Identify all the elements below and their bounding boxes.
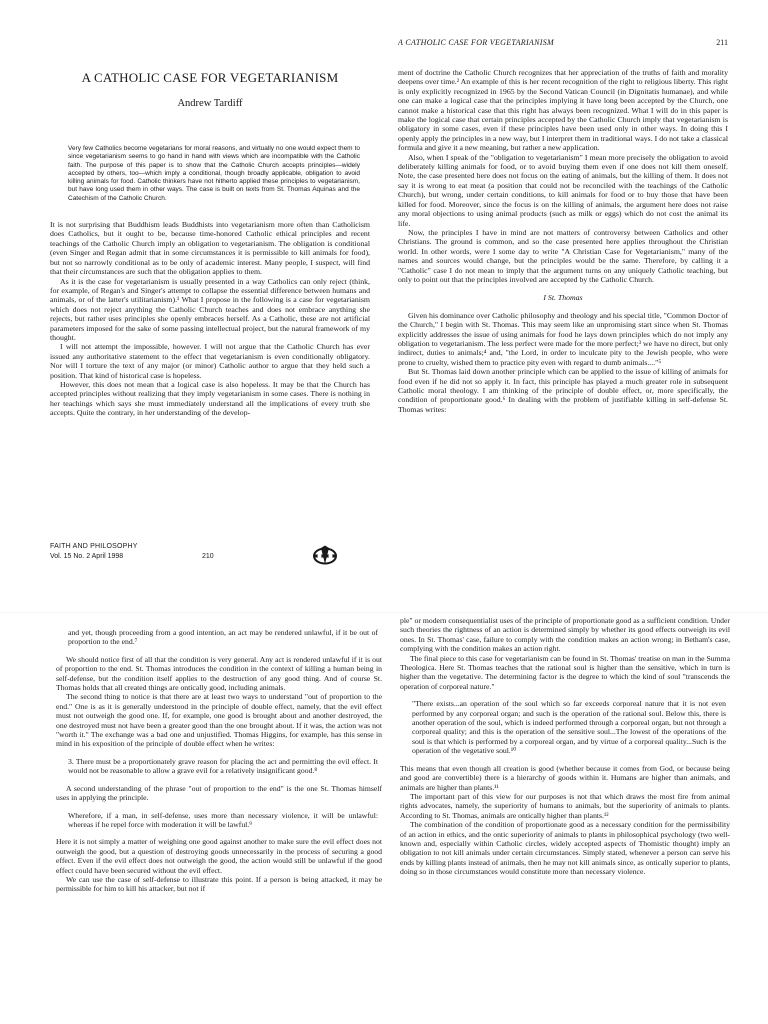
quote-text: and yet, though proceeding from a good intention, an act may be rendered unlawful, if it be out of proportion to the end.⁷ [68,628,378,647]
section-heading: I St. Thomas [543,293,583,303]
publisher-logo-icon [312,545,338,565]
paragraph: ment of doctrine the Catholic Church recognizes that her appreciation of the truths of faith and morality deepens over time.² An example of this is her recent recognition of the right to religious liberty. This right is only explicitly recognized in 1965 by the Second Vatican Council (in Dignitatis humanae), and while one can make a logical case that the principles implying it have long been accepted by the Church, one cannot make a historical case that this right has always been recognized. What I will do in this paper is make the logical case that certain principles accepted by the Catholic Church imply that vegetarianism is obligatory in some cases, even if these principles have been used only in other ways. In doing this I openly apply the principles in a new way, but I interpret them in traditional ways. I do not take a classical formula and give it a new meaning, but rather a new application. [398,68,728,153]
page-bottom-left [56,614,382,1024]
quote-text: 3. There must be a proportionately grave reason for placing the act and permitting the evil effect. It would not be reasonable to allow a grave evil for a relatively insignificant good.⁸ [68,756,378,776]
paragraph: The important part of this view for our purposes is not that which draws the most fire from animal rights advocates, namely, the superiority of humans to animals, but the superiority of animals to plants. According to St. Thomas, animals are ontically higher than plants.¹² [400,791,730,820]
paragraph: As it is the case for vegetarianism is usually presented in a way Catholics can only reject (think, for example, of Regan's and Singer's attempt to collapse the essential difference between humans and animals, or of the latter's utilitarianism).¹ What I propose in the following is a case for vegetarianism which does not reject anything the Catholic Church teaches and does not embrace anything she rejects, but rather uses principles she openly embraces herself. As a Catholic, these are not artificial parameters imposed for the sake of some passing intellectual project, but the natural framework of my thought. [50,276,370,342]
journal-volume: Vol. 15 No. 2 April 1998 [50,553,124,560]
paragraph: A second understanding of the phrase "out of proportion to the end" is the one St. Thomas himself uses in applying the principle. [56,783,382,803]
body-text [400,616,730,877]
paragraph: I will not attempt the impossible, however. I will not argue that the Catholic Church has ever issued any authoritative statement to the effect that vegetarianism is even conditionally obligatory. Nor will I torture the text of any major (or minor) Catholic author to argue that they held such a position. That kind of historical case is hopeless. [50,342,370,380]
page-211 [398,28,728,613]
article-title: A CATHOLIC CASE FOR VEGETARIANISM [81,70,339,85]
paragraph: We can use the case of self-defense to illustrate this point. If a person is being attacked, it may be permissible for him to kill his attacker, but not if [56,874,382,894]
body-text [50,220,370,418]
body-text [398,68,728,414]
paragraph: It is not surprising that Buddhism leads Buddhists into vegetarianism more often than Catholicism does Catholics, but it ought to be, because time-honored Catholic ethical principles and recent teachings of the Catholic Church imply an obligation to vegetarianism. The obligation is conditional (even Singer and Regan admit that in some circumstances it is permissible to kill animals for food), but not so narrowly conditional as to be only of academic interest. Many people, I suspect, will find that their circumstances are such that the obligation applies to them. [50,220,370,277]
page-210 [50,28,370,613]
paragraph: The combination of the condition of proportionate good as a necessary condition for the permissibility of an action in ethics, and the ontic superiority of animals to plants in philosophical psychology (two well-known and, especially within Catholic circles, widely accepted aspects of Thomistic thought) imply an obligation to not kill animals under certain circumstances. Simply stated, whenever a person can serve his ends by killing plants instead of animals, then he may not kill animals since, as ontically superior to plants, doing so in those circumstances would constitute more than necessary violence. [400,820,730,877]
paragraph: The second thing to notice is that there are at least two ways to understand "out of proportion to the end." One is as it is generally understood in the principle of double effect, namely, that the evil effect must not outweigh the good one. If, for example, one good is brought about and another destroyed, the one destroyed must not have been a greater good than the one brought about. If it was, the action was not "worth it." The exchange was a bad one and unjustified. Thomas Higgins, for example, has this sense in mind in his exposition of the principle of double effect when he writes: [56,692,382,749]
paragraph: We should notice first of all that the condition is very general. Any act is rendered unlawful if it is out of proportion to the end. St. Thomas introduces the condition in the context of killing a human being in self-defense, but the condition itself applies to the destruction of any good thing. And of course St. Thomas holds that all created things are ontically good, including animals. [56,654,382,693]
abstract: Very few Catholics become vegetarians for moral reasons, and virtually no one would expect them to since vegetarianism seems to go hand in hand with views which are incompatible with the Catholic faith. The purpose of this paper is to show that the Catholic Church accepts principles—widely accepted by others, too—which imply a conditional, though broadly applicable, obligation to avoid killing animals for food. Catholic thinkers have not hitherto applied these principles to vegetarianism, but have long used them in other ways. The case is built on texts from St. Thomas Aquinas and the Catechism of the Catholic Church. [68,145,360,202]
page-bottom-right [400,614,730,1024]
page-number: 210 [202,553,214,560]
block-quote [68,757,378,776]
paragraph: Here it is not simply a matter of weighing one good against another to make sure the evil effect does not outweigh the good, but a question of destroying goods unnecessarily in the process of securing a good effect. Even if the evil effect does not outweigh the good, the action would still be unlawful if the good effect could have been secured without the evil effect. [56,837,382,875]
block-quote [68,628,378,647]
paragraph: Now, the principles I have in mind are not matters of controversy between Catholics and other Christians. The ground is common, and so the case presented here applies throughout the Christian world. In other words, were I some day to write "A Christian Case for Vegetarianism," many of the names and sources would change, but the principles would be the same. Therefore, by calling it a "Catholic" case I do not mean to imply that the argument turns on any uniquely Catholic teaching, but only to point out that the principles involved are accepted by the Catholic Church. [398,227,728,284]
paragraph: Given his dominance over Catholic philosophy and theology and his special title, "Common Doctor of the Church," I begin with St. Thomas. This may seem like an unpromising start since when St. Thomas explicitly addresses the issue of using animals for food he lays down principles which do not imply any obligation to vegetarianism. The less perfect were made for the more perfect;³ we have no direct, but only indirect, duties to animals;⁴ and, "the Lord, in order to inculcate pity to the Jewish people, who were prone to cruelty, wished them to practice pity even with regard to dumb animals...."⁵ [398,310,728,367]
quote-text: "There exists...an operation of the soul which so far exceeds corporeal nature that it is not even performed by any corporeal organ; and such is the operation of the rational soul. Below this, there is another operation of the soul, which is indeed performed through a corporeal organ, but not through a corporeal quality; and this is the operation of the sensitive soul...The lowest of the operations of the soul is that which is performed by a corporeal organ, and by virtue of a corporeal quality...Such is the operation of the vegetative soul.¹⁰ [412,699,726,756]
block-quote [68,811,378,830]
paragraph: ple" or modern consequentialist uses of the principle of proportionate good as a sufficient condition. Under such theories the rightness of an action is determined simply by whether its good effects outweigh its evil ones. In St. Thomas' case, failure to comply with the condition makes an action wrong; in Betham's case, complying with the condition makes an action right. [400,616,730,654]
running-head: A CATHOLIC CASE FOR VEGETARIANISM [398,38,554,47]
paragraph: Also, when I speak of the "obligation to vegetarianism" I mean more precisely the obligation to avoid deliberately killing animals for food, or to avoid buying them even if one does not kill them oneself. Note, the case presented here does not focus on the eating of animals, but the killing of them. It does not say it is wrong to eat meat (a position that could not be reconciled with the teachings of the Catholic Church), but wrong, under certain conditions, to kill animals for food or to buy those that have been killed for food. Moreover, since the focus is on the killing of animals, the argument here does not raise any moral objections to using animal products (such as milk or eggs) which do not cost the animal its life. [398,152,728,228]
article-author: Andrew Tardiff [177,98,243,109]
paragraph: This means that even though all creation is good (whether because it comes from God, or because being and good are convertible) there is a hierarchy of goods within it. Humans are higher than animals, and animals are higher than plants.¹¹ [400,763,730,792]
body-text [56,628,382,894]
paragraph: However, this does not mean that a logical case is also hopeless. It may be that the Church has accepted principles without realizing that they imply vegetarianism in some cases. There is nothing in her teachings which says she must immediately understand all the implications of every truth she accepts. Quite the contrary, in her understanding of the develop- [50,379,370,418]
quote-text: Wherefore, if a man, in self-defense, uses more than necessary violence, it will be unlawful: whereas if he repel force with moderation it will be lawful.⁹ [68,810,378,829]
page-number: 211 [716,38,728,47]
journal-name: FAITH AND PHILOSOPHY [50,543,138,550]
block-quote [412,699,726,755]
paragraph: But St. Thomas laid down another principle which can be applied to the issue of killing of animals for food even if he did not so apply it. In fact, this principle has played a much greater role in subsequent Catholic moral theology. I am thinking of the principle of double effect, or, more specifically, the condition of proportionate good.⁶ In dealing with the problem of justifiable killing in self-defense St. Thomas writes: [398,367,728,414]
paragraph: The final piece to this case for vegetarianism can be found in St. Thomas' treatise on man in the Summa Theologica. Here St. Thomas teaches that the rational soul is higher than the sensitive, which in turn is higher than the vegetative. The determining factor is the degree to which the kind of soul "transcends the operation of corporeal nature." [400,653,730,691]
